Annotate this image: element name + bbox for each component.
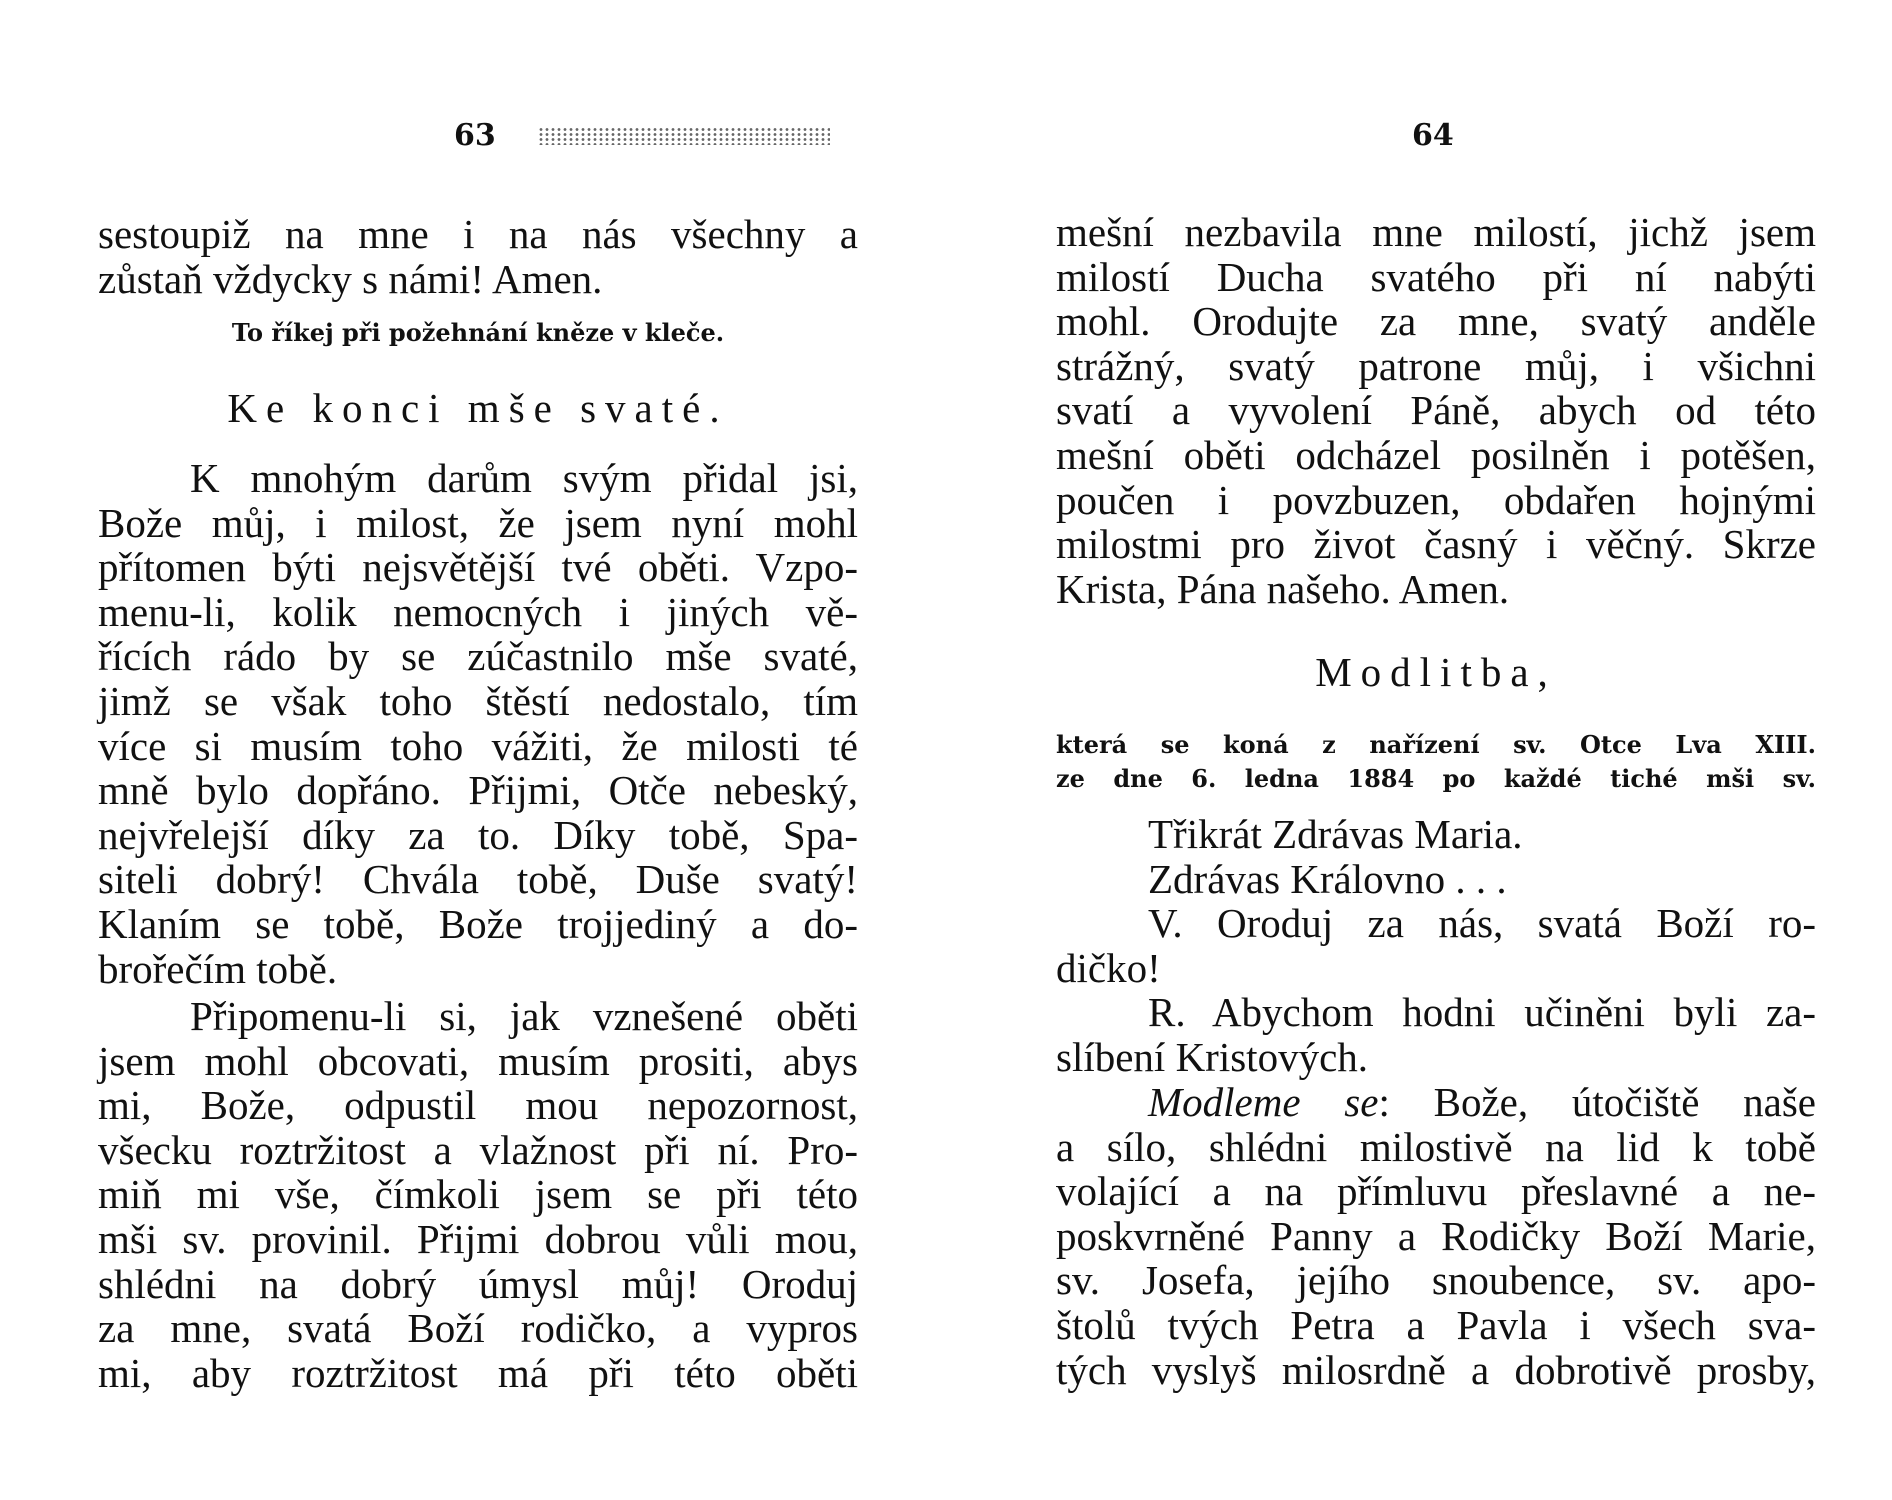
text-line: dičko! xyxy=(1056,944,1161,991)
rubric-line: ze dne 6. ledna 1884 po každé tiché mši sv. xyxy=(1056,764,1816,793)
text-line: mohl. Orodujte za mne, svatý anděle xyxy=(1056,298,1816,345)
oremus-first-line: : Bože, útočiště naše xyxy=(1378,1079,1817,1125)
text-line: Bože můj, i milost, že jsem nyní mohl xyxy=(98,499,858,546)
text-line: Krista, Pána našeho. Amen. xyxy=(1056,565,1510,612)
text-line: strážný, svatý patrone můj, i všichni xyxy=(1056,342,1816,389)
text-line: shlédni na dobrý úmysl můj! Oroduj xyxy=(98,1260,858,1307)
text-line: Třikrát Zdrávas Maria. xyxy=(1148,811,1523,857)
text-line: mešní nezbavila mne milostí, jichž jsem xyxy=(1056,209,1816,255)
text-line: zůstaň vždycky s námi! Amen. xyxy=(98,255,603,302)
text-line: mešní oběti odcházel posilněn i potěšen, xyxy=(1056,431,1816,478)
text-line: Zdrávas Královno . . . xyxy=(1148,855,1507,902)
text-line: řících rádo by se zúčastnilo mše svaté, xyxy=(98,633,858,680)
text-line: přítomen býti nejsvětější tvé oběti. Vzpo- xyxy=(98,544,858,591)
text-line: poskvrněné Panny a Rodičky Boží Marie, xyxy=(1056,1212,1816,1259)
text-line: jimž se však toho štěstí nedostalo, tím xyxy=(98,677,858,724)
text-line: menu-li, kolik nemocných i jiných vě- xyxy=(98,588,858,635)
text-line: milostí Ducha svatého při ní nabýti xyxy=(1056,253,1816,300)
text-line: sv. Josefa, jejího snoubence, sv. apo- xyxy=(1056,1257,1816,1304)
text-line: poučen i povzbuzen, obdařen hojnými xyxy=(1056,476,1816,523)
right-page xyxy=(1056,0,1816,1500)
rubric-blessing: To říkej při požehnání kněze v klečе. xyxy=(231,318,725,347)
text-line: Připomenu-li si, jak vznešené oběti xyxy=(190,993,858,1039)
prayer-responses xyxy=(1056,812,1816,1080)
text-line: nejvřelejší díky za to. Díky tobě, Spa- xyxy=(98,811,858,858)
text-line: volající a na přímluvu přeslavné a ne- xyxy=(1056,1168,1816,1215)
text-line: V. Oroduj za nás, svatá Boží ro- xyxy=(1148,900,1816,947)
page-number-right: 64 xyxy=(1412,118,1454,153)
oremus-paragraph xyxy=(1056,1080,1816,1392)
text-line: tých vyslyš milosrdně a dobrotivě prosby, xyxy=(1056,1346,1816,1393)
text-line xyxy=(1056,1080,1816,1125)
oremus-label: Modleme se xyxy=(1148,1079,1379,1125)
text-line: za mne, svatá Boží rodičko, a vypros xyxy=(98,1305,858,1352)
rubric-line: která se koná z nařízení sv. Otce Lva XIII. xyxy=(1056,730,1816,759)
text-line: více si musím toho vážiti, že milosti té xyxy=(98,722,858,769)
text-line: R. Abychom hodni učiněni byli za- xyxy=(1148,989,1816,1036)
rubric-leo-xiii xyxy=(1056,728,1816,796)
text-line: siteli dobrý! Chvála tobě, Duše svatý! xyxy=(98,856,858,903)
text-line: milostmi pro život časný i věčný. Skrze xyxy=(1056,521,1816,568)
text-line: mi, aby roztržitost má při této oběti xyxy=(98,1349,858,1396)
text-line: slíbení Kristových. xyxy=(1056,1033,1369,1080)
text-line: sestoupiž na mne i na nás všechny a xyxy=(98,211,858,257)
text-line: K mnohým darům svým přidal jsi, xyxy=(190,455,858,501)
text-line: miň mi vše, čímkoli jsem se při této xyxy=(98,1171,858,1218)
text-line: mně bylo dopřáno. Přijmi, Otče nebeský, xyxy=(98,767,858,814)
dotted-ornament xyxy=(538,127,830,145)
right-paragraph-1 xyxy=(1056,210,1816,611)
page-number-left: 63 xyxy=(454,118,496,153)
text-line: a sílo, shlédni milostivě na lid k tobě xyxy=(1056,1123,1816,1170)
left-paragraph-2 xyxy=(98,994,858,1395)
section-heading-end-of-mass: Ke konci mše svaté. xyxy=(227,385,729,431)
text-line: mši sv. provinil. Přijmi dobrou vůli mou, xyxy=(98,1215,858,1262)
left-page xyxy=(98,0,858,1500)
left-opening-lines xyxy=(98,212,858,301)
text-line: všecku roztržitost a vlažnost při ní. Pro- xyxy=(98,1126,858,1173)
text-line: svatí a vyvolení Páně, abych od této xyxy=(1056,387,1816,434)
left-paragraph-1 xyxy=(98,456,858,991)
section-heading-prayer: Modlitba, xyxy=(1315,649,1557,695)
text-line: jsem mohl obcovati, musím prositi, abys xyxy=(98,1037,858,1084)
text-line: Klaním se tobě, Bože trojjediný a do- xyxy=(98,900,858,947)
text-line: mi, Bože, odpustil mou nepozornost, xyxy=(98,1082,858,1129)
text-line: brořečím tobě. xyxy=(98,945,338,992)
text-line: štolů tvých Petra a Pavla i všech sva- xyxy=(1056,1301,1816,1348)
